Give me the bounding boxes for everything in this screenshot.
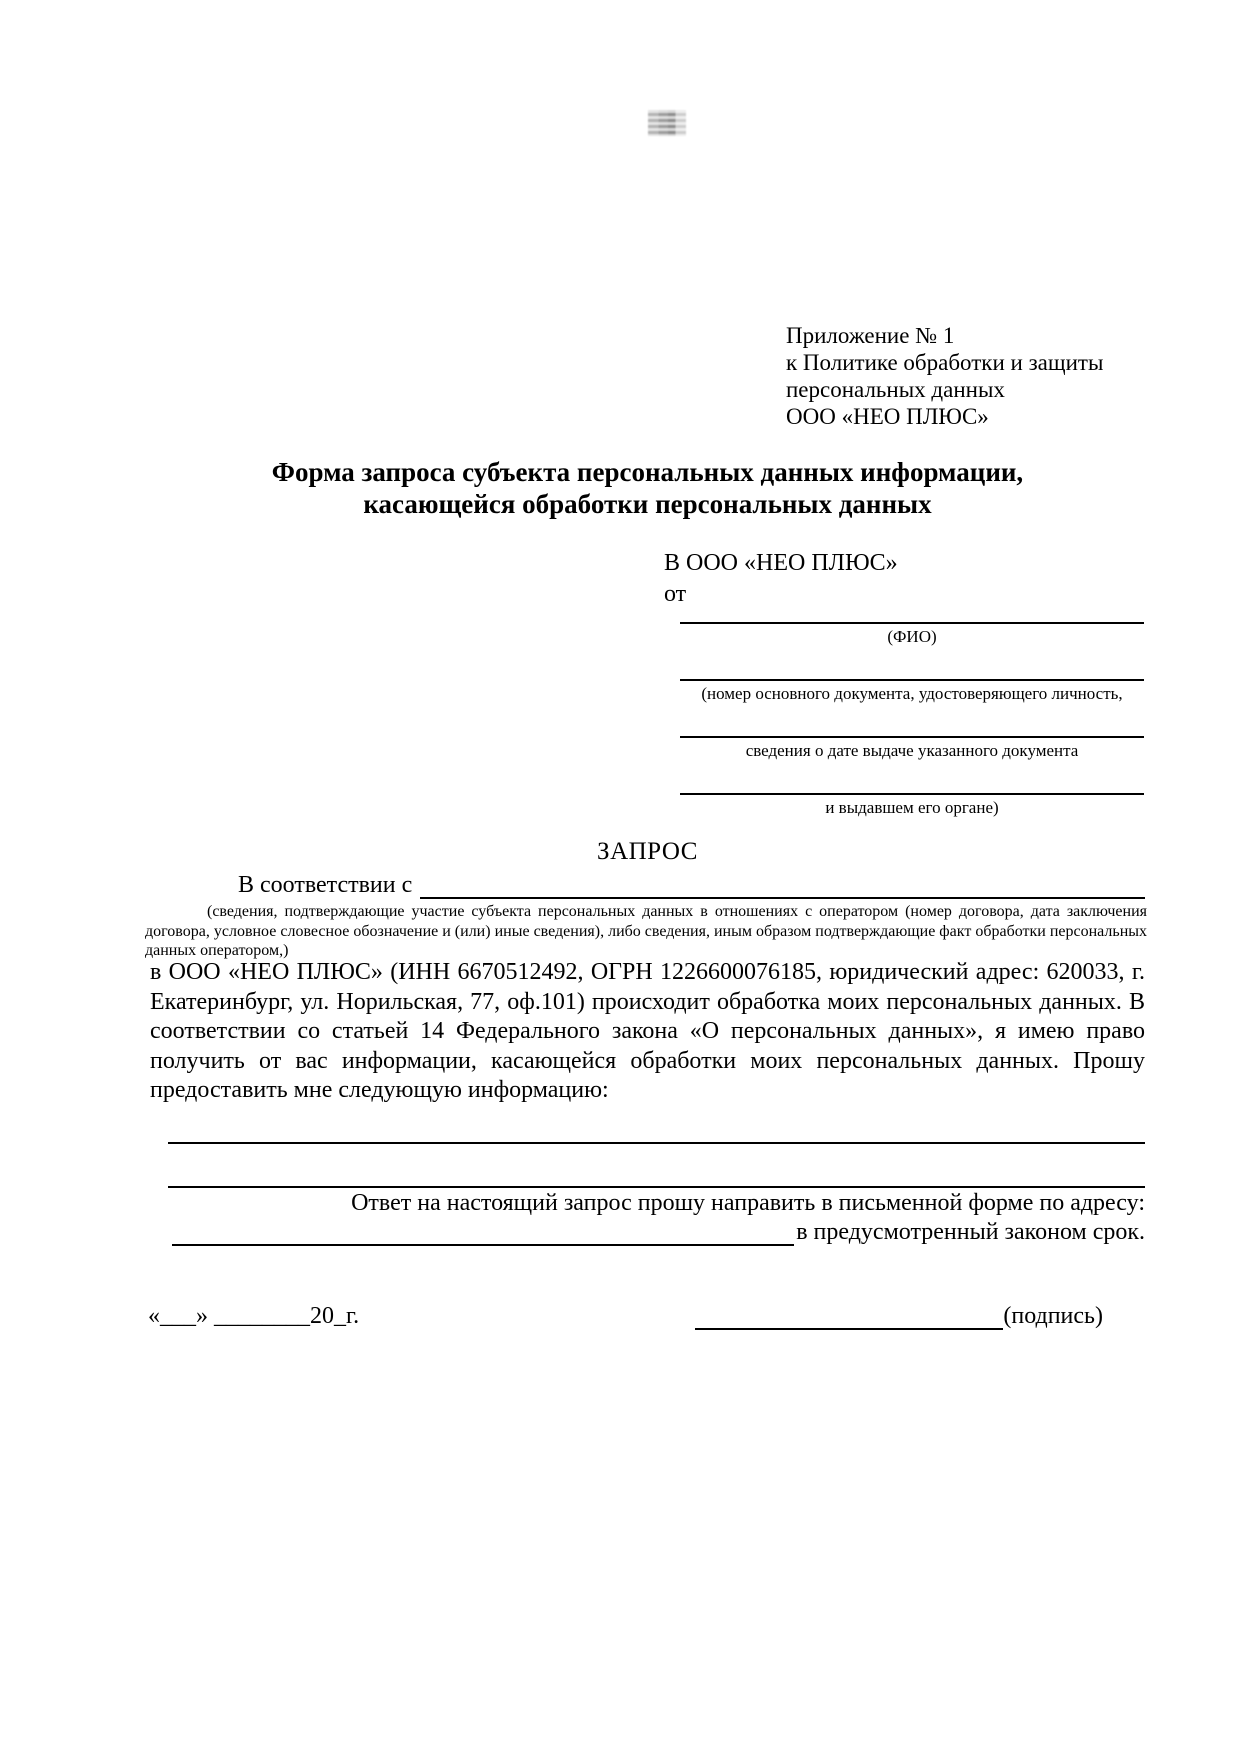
- applicant-fields: [680, 600, 1144, 828]
- issuing-authority-blank-line: [680, 771, 1144, 795]
- addressee-from-label: от: [664, 581, 687, 607]
- addressee-organization: В ООО «НЕО ПЛЮС»: [664, 550, 898, 576]
- request-lead-blank-line: [420, 873, 1145, 899]
- issuing-authority-caption: и выдавшем его органе): [825, 798, 999, 817]
- request-heading: ЗАПРОС: [597, 838, 698, 865]
- appendix-ref-line: ООО «НЕО ПЛЮС»: [786, 404, 989, 429]
- information-blank-line-2: [168, 1152, 1145, 1188]
- issue-date-blank-line: [680, 714, 1144, 738]
- request-body-paragraph: в ООО «НЕО ПЛЮС» (ИНН 6670512492, ОГРН 1226600076185, юридический адрес: 620033, г. Екатеринбург, ул. Норильская, 77, оф.101) происходит обработка моих персональных данных. В соответствии со статьей 14 Федерального закона «О персональных данных», я имею право получить от вас информации, касающейся обработки моих персональных данных. Прошу предоставить мне следующую информацию:: [150, 959, 1145, 1103]
- appendix-ref-line: персональных данных: [786, 377, 1005, 402]
- request-lead-note: (сведения, подтверждающие участие субъекта персональных данных в отношениях с оператором (номер договора, дата заключения договора, условное словесное обозначение и (или) иные сведения), либо сведения, иным образом подтверждающие факт обработки персональных данных оператором,): [145, 903, 1147, 959]
- signature-blank-line: [695, 1304, 1003, 1330]
- appendix-ref-line: к Политике обработки и защиты: [786, 350, 1104, 375]
- issue-date-caption: сведения о дате выдаче указанного документа: [745, 741, 1079, 760]
- reply-deadline-text: в предусмотренный законом срок.: [796, 1219, 1145, 1245]
- signature-row: [148, 1303, 1103, 1330]
- information-blank-line-1: [168, 1108, 1145, 1144]
- reply-address-blank-line: [172, 1220, 794, 1246]
- document-number-caption: (номер основного документа, удостоверяющего личность,: [701, 684, 1123, 703]
- form-title: [150, 456, 1145, 520]
- reply-address-row: [150, 1219, 1145, 1246]
- request-lead-text: В соответствии с: [238, 872, 413, 898]
- appendix-ref-line: Приложение № 1: [786, 323, 955, 348]
- form-title-line2: касающейся обработки персональных данных: [363, 489, 932, 519]
- fio-caption: (ФИО): [887, 627, 937, 646]
- signature-group: [687, 1303, 1103, 1330]
- appendix-reference: [786, 322, 1103, 430]
- blurred-logo-image: [648, 110, 686, 136]
- document-number-blank-line: [680, 657, 1144, 681]
- date-blank: «___» ________20_г.: [148, 1303, 360, 1329]
- reply-address-sentence: Ответ на настоящий запрос прошу направить в письменной форме по адресу:: [351, 1190, 1145, 1216]
- signature-caption: (подпись): [1003, 1303, 1103, 1329]
- fio-blank-line: [680, 600, 1144, 624]
- form-title-line1: Форма запроса субъекта персональных данных информации,: [271, 457, 1024, 487]
- request-lead-row: [150, 872, 1145, 899]
